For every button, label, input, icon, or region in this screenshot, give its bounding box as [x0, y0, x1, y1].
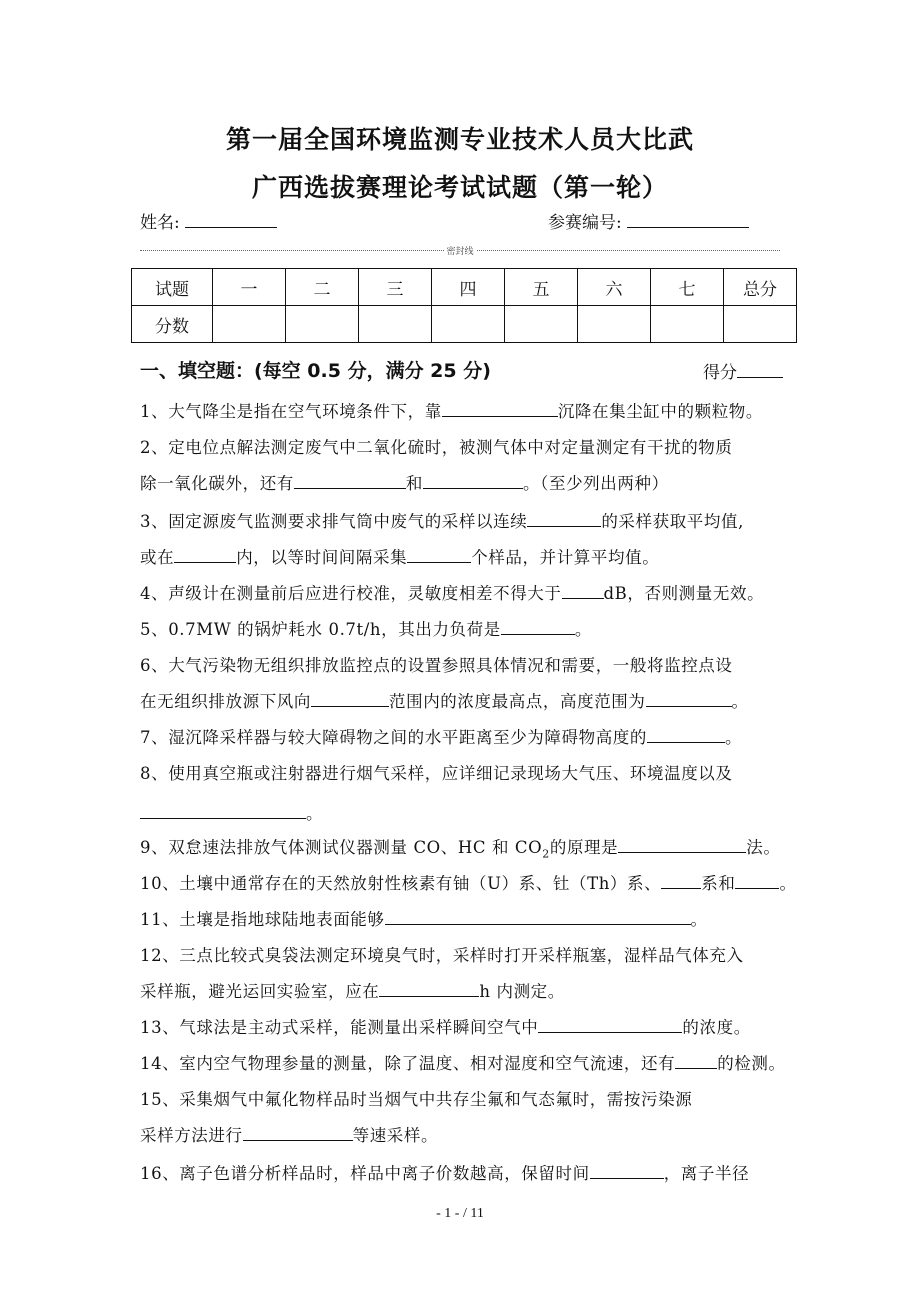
question-10 [140, 870, 797, 894]
question-text: 。 [690, 910, 708, 929]
score-cell [651, 306, 724, 343]
question-3-line-2 [140, 544, 659, 568]
answer-blank [243, 1126, 353, 1141]
question-11 [140, 906, 708, 930]
subscript: 2 [542, 847, 550, 861]
question-text: 4、声级计在测量前后应进行校准，灵敏度相差不得大于 [140, 584, 562, 603]
question-text: 除一氧化碳外，还有 [140, 474, 294, 493]
question-text: 7、湿沉降采样器与较大障碍物之间的水平距离至少为障碍物高度的 [140, 728, 647, 747]
question-text: 5、0.7MW 的锅炉耗水 0.7t/h，其出力负荷是 [140, 620, 501, 639]
exam-title: 第一届全国环境监测专业技术人员大比武 [225, 125, 694, 154]
question-text: 。 [306, 804, 324, 823]
section-score [703, 358, 783, 383]
question-15-line-1: 15、采集烟气中氟化物样品时当烟气中共存尘氟和气态氟时，需按污染源 [140, 1090, 693, 1109]
question-text: 14、室内空气物理参量的测量，除了温度、相对湿度和空气流速，还有 [140, 1054, 676, 1073]
score-cell [286, 306, 359, 343]
answer-blank [661, 874, 701, 889]
question-text: 沉降在集尘缸中的颗粒物。 [557, 402, 764, 421]
score-cell [213, 306, 286, 343]
question-text: 16、离子色谱分析样品时，样品中离子价数越高，保留时间 [140, 1164, 590, 1183]
answer-blank [442, 402, 558, 417]
question-2-line-1: 2、定电位点解法测定废气中二氧化硫时，被测气体中对定量测定有干扰的物质 [140, 438, 733, 457]
question-text: 。 [725, 728, 743, 747]
score-header-cell: 二 [286, 269, 359, 306]
question-9 [140, 834, 780, 860]
question-text: 在无组织排放源下风向 [140, 692, 311, 711]
question-15-line-2 [140, 1122, 438, 1146]
score-header-cell: 七 [651, 269, 724, 306]
question-8-line-1: 8、使用真空瓶或注射器进行烟气采样，应详细记录现场大气压、环境温度以及 [140, 764, 733, 783]
exam-subtitle: 广西选拔赛理论考试试题（第一轮） [251, 173, 668, 202]
answer-blank [379, 982, 479, 997]
answer-blank [590, 1164, 664, 1179]
question-7 [140, 724, 742, 748]
question-6-line-2 [140, 688, 749, 712]
question-12-line-1: 12、三点比较式臭袋法测定环境臭气时，采样时打开采样瓶塞，湿样品气体充入 [140, 946, 744, 965]
answer-blank [407, 548, 471, 563]
score-table [131, 268, 797, 343]
question-14 [140, 1050, 786, 1074]
name-label: 姓名: [140, 213, 180, 233]
answer-blank [385, 910, 691, 925]
question-text: 内，以等时间间隔采集 [236, 548, 408, 567]
contestant-id-field [548, 208, 749, 233]
answer-blank [140, 804, 306, 819]
seal-line-dots-left [140, 250, 444, 251]
question-text: 个样品，并计算平均值。 [471, 548, 660, 567]
question-4 [140, 580, 764, 604]
section-title: 一、填空题：(每空 0.5 分，满分 25 分) [140, 360, 491, 382]
question-text: 10、土壤中通常存在的天然放射性核素有铀（U）系、钍（Th）系、 [140, 874, 662, 893]
score-header-cell: 一 [213, 269, 286, 306]
question-text: 11、土壤是指地球陆地表面能够 [140, 910, 385, 929]
question-text: 的浓度。 [682, 1018, 751, 1037]
answer-blank [501, 620, 575, 635]
answer-blank [174, 548, 236, 563]
question-8-line-2 [140, 800, 323, 824]
question-2-line-2 [140, 470, 669, 494]
question-12-line-2 [140, 978, 565, 1002]
score-header-cell: 总分 [724, 269, 797, 306]
name-blank [185, 211, 277, 228]
question-text: 采样方法进行 [140, 1126, 243, 1145]
score-row-label: 分数 [132, 306, 213, 343]
score-cell [578, 306, 651, 343]
contestant-id-label: 参赛编号: [548, 213, 622, 233]
score-table-header-row [132, 269, 797, 306]
question-text: 1、大气降尘是指在空气环境条件下，靠 [140, 402, 442, 421]
question-text: dB，否则测量无效。 [603, 584, 765, 603]
score-header-cell: 三 [359, 269, 432, 306]
section-score-label: 得分 [703, 363, 737, 383]
question-text: 。 [779, 874, 797, 893]
question-3-line-1 [140, 508, 744, 532]
answer-blank [311, 692, 389, 707]
question-text: 法。 [746, 838, 781, 857]
answer-blank [646, 692, 732, 707]
score-cell [432, 306, 505, 343]
score-table-score-row [132, 306, 797, 343]
question-text: ，离子半径 [663, 1164, 750, 1183]
score-cell [724, 306, 797, 343]
question-16 [140, 1160, 749, 1184]
question-text: 的检测。 [717, 1054, 786, 1073]
answer-blank [647, 728, 725, 743]
question-1 [140, 398, 763, 422]
score-header-cell: 四 [432, 269, 505, 306]
answer-blank [527, 512, 601, 527]
answer-blank [675, 1054, 717, 1069]
answer-blank [618, 838, 746, 853]
question-text: 9、双怠速法排放气体测试仪器测量 CO、HC 和 CO [140, 838, 543, 857]
contestant-id-blank [627, 211, 749, 228]
answer-blank [538, 1018, 682, 1033]
name-field [140, 208, 277, 233]
question-text: 或在 [140, 548, 175, 567]
question-text: 的采样获取平均值, [601, 512, 744, 531]
question-13 [140, 1014, 751, 1038]
question-text: 和 [405, 474, 424, 493]
question-text: 范围内的浓度最高点，高度范围为 [389, 692, 646, 711]
seal-line [140, 244, 780, 256]
question-6-line-1: 6、大气污染物无组织排放监控点的设置参照具体情况和需要，一般将监控点设 [140, 656, 733, 675]
question-text: 采样瓶，避光运回实验室，应在 [140, 982, 380, 1001]
answer-blank [294, 474, 406, 489]
question-text: 等速采样。 [352, 1126, 439, 1145]
question-text: 。（至少列出两种） [523, 474, 669, 493]
question-5 [140, 616, 592, 640]
score-header-cell: 试题 [132, 269, 213, 306]
question-text: 系和 [701, 874, 736, 893]
score-header-cell: 五 [505, 269, 578, 306]
question-text: 13、气球法是主动式采样，能测量出采样瞬间空气中 [140, 1018, 539, 1037]
score-cell [359, 306, 432, 343]
question-text: 。 [574, 620, 592, 639]
section-score-blank [737, 361, 783, 378]
answer-blank [423, 474, 523, 489]
question-text: h 内测定。 [479, 982, 565, 1001]
question-text: 。 [731, 692, 749, 711]
answer-blank [562, 584, 604, 599]
seal-line-dots-right [477, 250, 781, 251]
score-cell [505, 306, 578, 343]
question-text: 3、固定源废气监测要求排气筒中废气的采样以连续 [140, 512, 528, 531]
answer-blank [735, 874, 779, 889]
score-header-cell: 六 [578, 269, 651, 306]
page-number: - 1 - / 11 [436, 1206, 484, 1221]
seal-line-label: 密封线 [446, 246, 474, 257]
question-text: 的原理是 [549, 838, 619, 857]
